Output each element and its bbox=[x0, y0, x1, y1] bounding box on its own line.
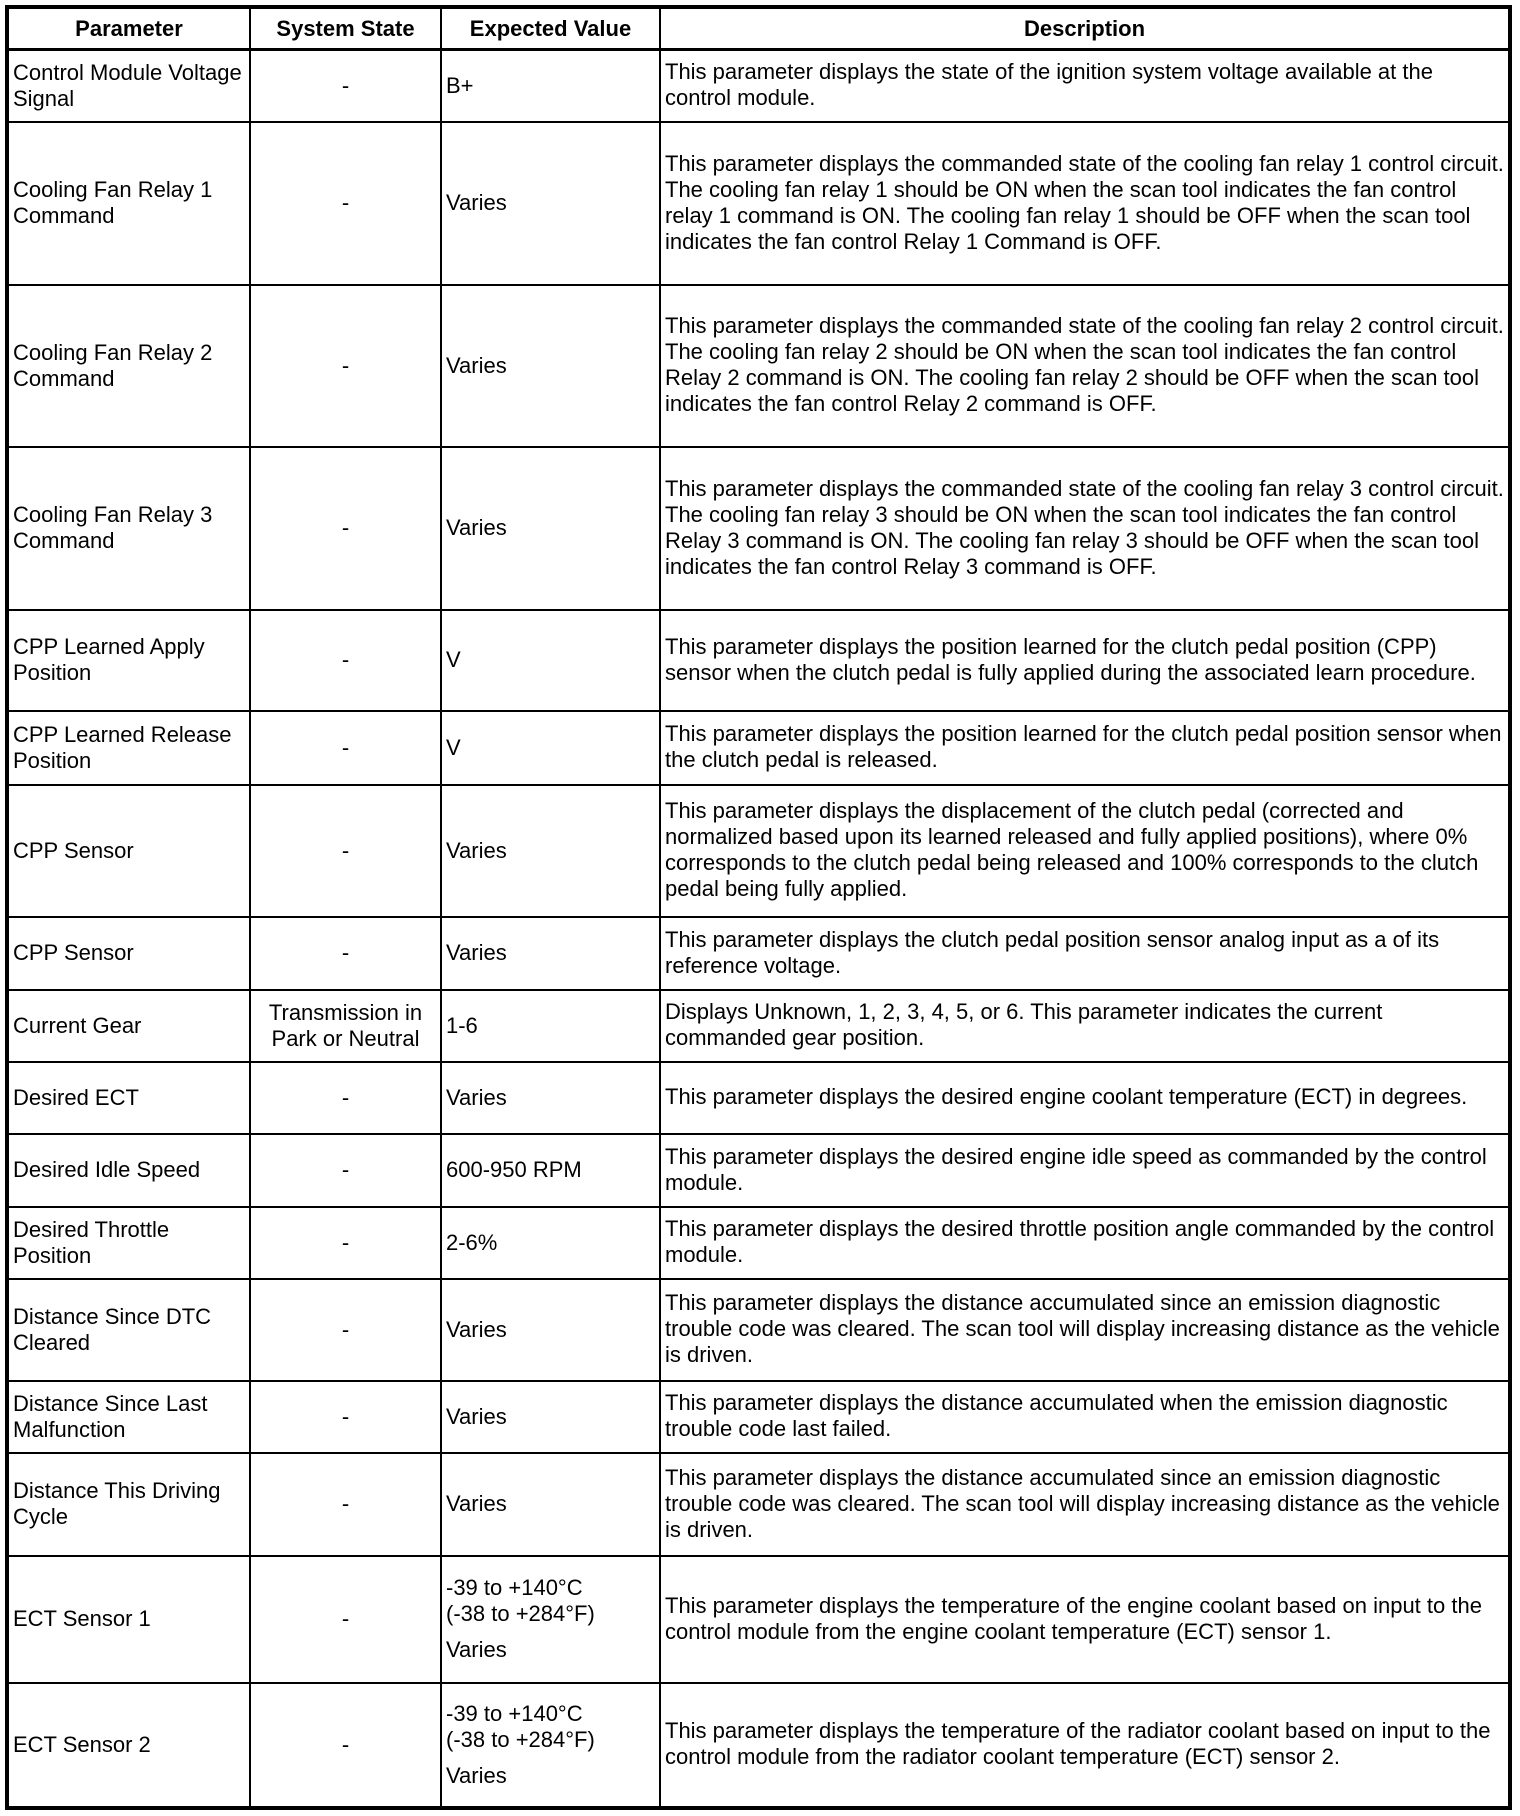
cell-description: This parameter displays the commanded state of the cooling fan relay 3 control circuit. The cooling fan relay 3 should be ON when the scan tool indicates the fan control Relay 3 command is ON. The cooling fan relay 3 should be OFF when the scan tool indicates the fan control Relay 3 command is OFF. bbox=[660, 447, 1510, 610]
expected-value-line: Varies bbox=[446, 190, 507, 215]
expected-value-line: Varies bbox=[446, 1316, 507, 1342]
table-row bbox=[7, 917, 1510, 990]
expected-value-line: Varies bbox=[446, 352, 507, 378]
cell-parameter: Cooling Fan Relay 1 Command bbox=[7, 122, 250, 285]
expected-value-line: Varies bbox=[446, 1637, 507, 1662]
table-body bbox=[7, 50, 1510, 1808]
table-row bbox=[7, 1556, 1510, 1683]
cell-description: This parameter displays the state of the ignition system voltage available at the control module. bbox=[660, 50, 1510, 122]
cell-parameter: Desired Idle Speed bbox=[7, 1134, 250, 1207]
expected-value-line: Varies bbox=[446, 1762, 507, 1788]
cell-description: This parameter displays the desired engine coolant temperature (ECT) in degrees. bbox=[660, 1062, 1510, 1134]
expected-value-line: B+ bbox=[446, 72, 474, 98]
cell-description: Displays Unknown, 1, 2, 3, 4, 5, or 6. This parameter indicates the current commanded gear position. bbox=[660, 990, 1510, 1062]
cell-parameter: Current Gear bbox=[7, 990, 250, 1062]
expected-value-line: Varies bbox=[446, 1403, 507, 1429]
cell-parameter: CPP Sensor bbox=[7, 785, 250, 917]
cell-system-state: - bbox=[250, 1279, 441, 1381]
cell-system-state: - bbox=[250, 447, 441, 610]
cell-parameter: CPP Learned Apply Position bbox=[7, 610, 250, 711]
parameter-table bbox=[5, 5, 1512, 1810]
table-row bbox=[7, 1062, 1510, 1134]
cell-description: This parameter displays the distance accumulated since an emission diagnostic trouble code was cleared. The scan tool will display increasing distance as the vehicle is driven. bbox=[660, 1279, 1510, 1381]
cell-expected-value bbox=[441, 285, 660, 447]
expected-value-line: Varies bbox=[446, 1491, 507, 1516]
cell-expected-value bbox=[441, 990, 660, 1062]
cell-system-state: - bbox=[250, 711, 441, 785]
expected-value-line: Varies bbox=[446, 1084, 507, 1110]
cell-system-state: - bbox=[250, 1134, 441, 1207]
cell-system-state: - bbox=[250, 1683, 441, 1808]
expected-value-line: -39 to +140°C bbox=[446, 1575, 583, 1600]
cell-expected-value bbox=[441, 1381, 660, 1453]
cell-expected-value bbox=[441, 122, 660, 285]
cell-expected-value bbox=[441, 1134, 660, 1207]
cell-system-state: - bbox=[250, 1207, 441, 1279]
header-description: Description bbox=[660, 7, 1510, 50]
cell-parameter: Cooling Fan Relay 2 Command bbox=[7, 285, 250, 447]
cell-system-state: - bbox=[250, 610, 441, 711]
cell-system-state: - bbox=[250, 122, 441, 285]
cell-system-state: - bbox=[250, 50, 441, 122]
cell-description: This parameter displays the position learned for the clutch pedal position (CPP) sensor when the clutch pedal is fully applied during the associated learn procedure. bbox=[660, 610, 1510, 711]
table-row bbox=[7, 1453, 1510, 1556]
cell-description: This parameter displays the commanded state of the cooling fan relay 1 control circuit. The cooling fan relay 1 should be ON when the scan tool indicates the fan control relay 1 command is ON. The cooling fan relay 1 should be OFF when the scan tool indicates the fan control Relay 1 Command is OFF. bbox=[660, 122, 1510, 285]
cell-expected-value bbox=[441, 1062, 660, 1134]
expected-value-line bbox=[446, 1753, 655, 1763]
table-row bbox=[7, 711, 1510, 785]
cell-expected-value bbox=[441, 1453, 660, 1556]
header-parameter: Parameter bbox=[7, 7, 250, 50]
expected-value-line: 1-6 bbox=[446, 1012, 478, 1038]
cell-description: This parameter displays the temperature of the radiator coolant based on input to the control module from the radiator coolant temperature (ECT) sensor 2. bbox=[660, 1683, 1510, 1808]
expected-value-line: V bbox=[446, 734, 461, 760]
cell-expected-value bbox=[441, 610, 660, 711]
cell-parameter: Desired ECT bbox=[7, 1062, 250, 1134]
table-row bbox=[7, 50, 1510, 122]
expected-value-line: (-38 to +284°F) bbox=[446, 1601, 595, 1626]
cell-system-state: - bbox=[250, 1062, 441, 1134]
cell-expected-value bbox=[441, 711, 660, 785]
cell-expected-value bbox=[441, 1207, 660, 1279]
cell-description: This parameter displays the clutch pedal position sensor analog input as a of its reference voltage. bbox=[660, 917, 1510, 990]
table-row bbox=[7, 285, 1510, 447]
table-row bbox=[7, 1134, 1510, 1207]
cell-parameter: Control Module Voltage Signal bbox=[7, 50, 250, 122]
cell-expected-value bbox=[441, 785, 660, 917]
cell-description: This parameter displays the distance accumulated since an emission diagnostic trouble code was cleared. The scan tool will display increasing distance as the vehicle is driven. bbox=[660, 1453, 1510, 1556]
table-row bbox=[7, 990, 1510, 1062]
cell-parameter: Distance This Driving Cycle bbox=[7, 1453, 250, 1556]
expected-value-line: (-38 to +284°F) bbox=[446, 1726, 595, 1752]
cell-expected-value bbox=[441, 50, 660, 122]
table-row bbox=[7, 785, 1510, 917]
expected-value-line bbox=[446, 1627, 655, 1637]
cell-description: This parameter displays the distance accumulated when the emission diagnostic trouble code last failed. bbox=[660, 1381, 1510, 1453]
cell-expected-value bbox=[441, 1279, 660, 1381]
cell-description: This parameter displays the desired engine idle speed as commanded by the control module. bbox=[660, 1134, 1510, 1207]
cell-system-state: - bbox=[250, 1453, 441, 1556]
expected-value-line: -39 to +140°C bbox=[446, 1700, 583, 1726]
header-expected-value: Expected Value bbox=[441, 7, 660, 50]
cell-parameter: CPP Learned Release Position bbox=[7, 711, 250, 785]
cell-parameter: Distance Since Last Malfunction bbox=[7, 1381, 250, 1453]
cell-system-state: - bbox=[250, 285, 441, 447]
expected-value-line: 600-950 RPM bbox=[446, 1157, 582, 1182]
table-row bbox=[7, 122, 1510, 285]
expected-value-line: Varies bbox=[446, 940, 507, 965]
cell-parameter: Cooling Fan Relay 3 Command bbox=[7, 447, 250, 610]
cell-parameter: Desired Throttle Position bbox=[7, 1207, 250, 1279]
cell-parameter: ECT Sensor 1 bbox=[7, 1556, 250, 1683]
cell-description: This parameter displays the commanded state of the cooling fan relay 2 control circuit. The cooling fan relay 2 should be ON when the scan tool indicates the fan control Relay 2 command is ON. The cooling fan relay 2 should be OFF when the scan tool indicates the fan control Relay 2 command is OFF. bbox=[660, 285, 1510, 447]
expected-value-line: Varies bbox=[446, 837, 507, 863]
header-row bbox=[7, 7, 1510, 50]
table-row bbox=[7, 610, 1510, 711]
cell-system-state: - bbox=[250, 1381, 441, 1453]
table-row bbox=[7, 447, 1510, 610]
expected-value-line: Varies bbox=[446, 515, 507, 540]
cell-system-state: Transmission in Park or Neutral bbox=[250, 990, 441, 1062]
cell-expected-value bbox=[441, 1683, 660, 1808]
header-system-state: System State bbox=[250, 7, 441, 50]
cell-description: This parameter displays the position learned for the clutch pedal position sensor when the clutch pedal is released. bbox=[660, 711, 1510, 785]
cell-description: This parameter displays the displacement of the clutch pedal (corrected and normalized based upon its learned released and fully applied positions), where 0% corresponds to the clutch pedal being released and 100% corresponds to the clutch pedal being fully applied. bbox=[660, 785, 1510, 917]
cell-expected-value bbox=[441, 447, 660, 610]
cell-expected-value bbox=[441, 1556, 660, 1683]
cell-description: This parameter displays the temperature of the engine coolant based on input to the control module from the engine coolant temperature (ECT) sensor 1. bbox=[660, 1556, 1510, 1683]
expected-value-line: 2-6% bbox=[446, 1229, 498, 1255]
cell-system-state: - bbox=[250, 785, 441, 917]
cell-system-state: - bbox=[250, 917, 441, 990]
cell-parameter: ECT Sensor 2 bbox=[7, 1683, 250, 1808]
table-row bbox=[7, 1279, 1510, 1381]
table-row bbox=[7, 1381, 1510, 1453]
cell-parameter: Distance Since DTC Cleared bbox=[7, 1279, 250, 1381]
cell-expected-value bbox=[441, 917, 660, 990]
expected-value-line: V bbox=[446, 647, 461, 672]
cell-parameter: CPP Sensor bbox=[7, 917, 250, 990]
cell-description: This parameter displays the desired throttle position angle commanded by the control module. bbox=[660, 1207, 1510, 1279]
cell-system-state: - bbox=[250, 1556, 441, 1683]
table-row bbox=[7, 1207, 1510, 1279]
table-row bbox=[7, 1683, 1510, 1808]
